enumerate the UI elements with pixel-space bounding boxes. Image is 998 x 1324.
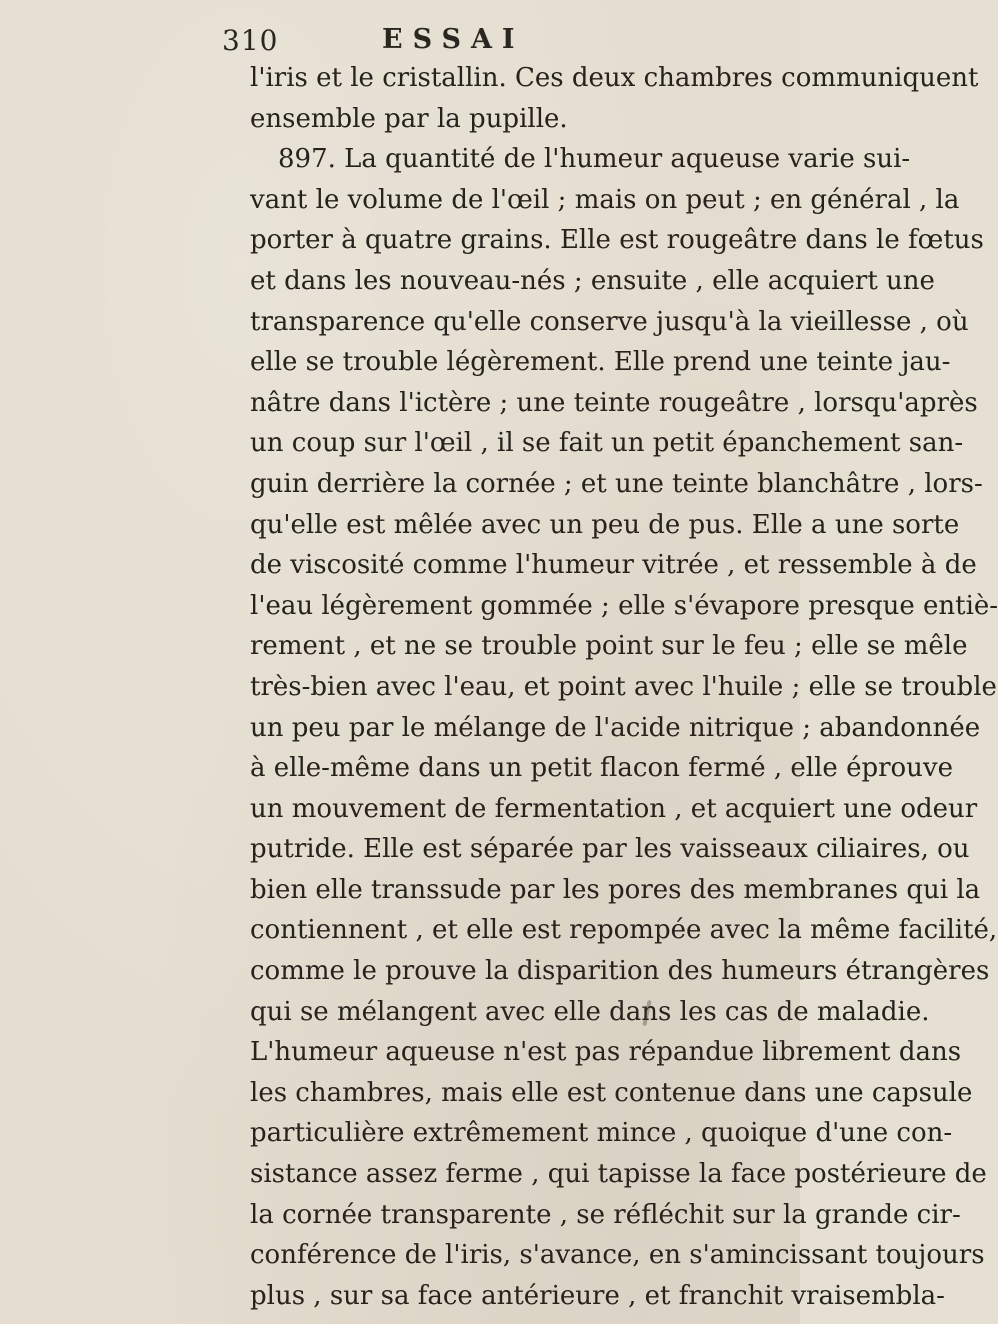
text-line: guin derrière la cornée ; et une teinte blanchâtre , lors- [250, 468, 983, 499]
text-line: très-bien avec l'eau, et point avec l'huile ; elle se trouble [250, 671, 997, 702]
page-number: 310 [222, 24, 279, 57]
text-line: de viscosité comme l'humeur vitrée , et ressemble à de [250, 550, 977, 581]
text-line: à elle-même dans un petit flacon fermé , elle éprouve [250, 753, 954, 784]
text-line: conférence de l'iris, s'avance, en s'amincissant toujours [250, 1240, 985, 1271]
paragraph-start-line: 897. La quantité de l'humeur aqueuse varie sui- [278, 144, 911, 175]
text-line: transparence qu'elle conserve jusqu'à la vieillesse , où [250, 306, 969, 337]
text-line: bien elle transsude par les pores des membranes qui la [250, 874, 981, 905]
text-line: ensemble par la pupille. [250, 103, 568, 134]
body-text [250, 58, 998, 1316]
text-line: un peu par le mélange de l'acide nitrique ; abandonnée [250, 712, 981, 743]
text-line: un mouvement de fermentation , et acquiert une odeur [250, 793, 978, 824]
text-line: l'iris et le cristallin. Ces deux chambres communiquent [250, 63, 979, 93]
text-line: rement , et ne se trouble point sur le feu ; elle se mêle [250, 631, 968, 662]
text-line: elle se trouble légèrement. Elle prend une teinte jau- [250, 347, 951, 378]
text-line: et dans les nouveau-nés ; ensuite , elle acquiert une [250, 265, 935, 296]
text-line: vant le volume de l'œil ; mais on peut ; en général , la [250, 184, 960, 215]
text-line: un coup sur l'œil , il se fait un petit épanchement san- [250, 428, 964, 459]
text-line: l'eau légèrement gommée ; elle s'évapore presque entiè- [250, 590, 998, 621]
text-line: comme le prouve la disparition des humeurs étrangères [250, 956, 990, 987]
running-head: ESSAI [382, 24, 525, 55]
text-line: particulière extrêmement mince , quoique d'une con- [250, 1118, 953, 1149]
text-line: putride. Elle est séparée par les vaisseaux ciliaires, ou [250, 834, 970, 865]
text-line: L'humeur aqueuse n'est pas répandue librement dans [250, 1037, 962, 1068]
text-line: qu'elle est mêlée avec un peu de pus. Elle a une sorte [250, 509, 960, 540]
text-line: sistance assez ferme , qui tapisse la face postérieure de [250, 1159, 987, 1190]
text-line: plus , sur sa face antérieure , et franchit vraisembla- [250, 1280, 945, 1311]
text-line: nâtre dans l'ictère ; une teinte rougeâtre , lorsqu'après [250, 387, 978, 418]
text-line: qui se mélangent avec elle dans les cas de maladie. [250, 996, 930, 1027]
text-line: contiennent , et elle est repompée avec la même facilité, [250, 915, 998, 946]
text-line: porter à quatre grains. Elle est rougeâtre dans le fœtus [250, 225, 984, 256]
text-line: la cornée transparente , se réfléchit sur la grande cir- [250, 1199, 961, 1230]
text-line: les chambres, mais elle est contenue dans une capsule [250, 1077, 973, 1108]
